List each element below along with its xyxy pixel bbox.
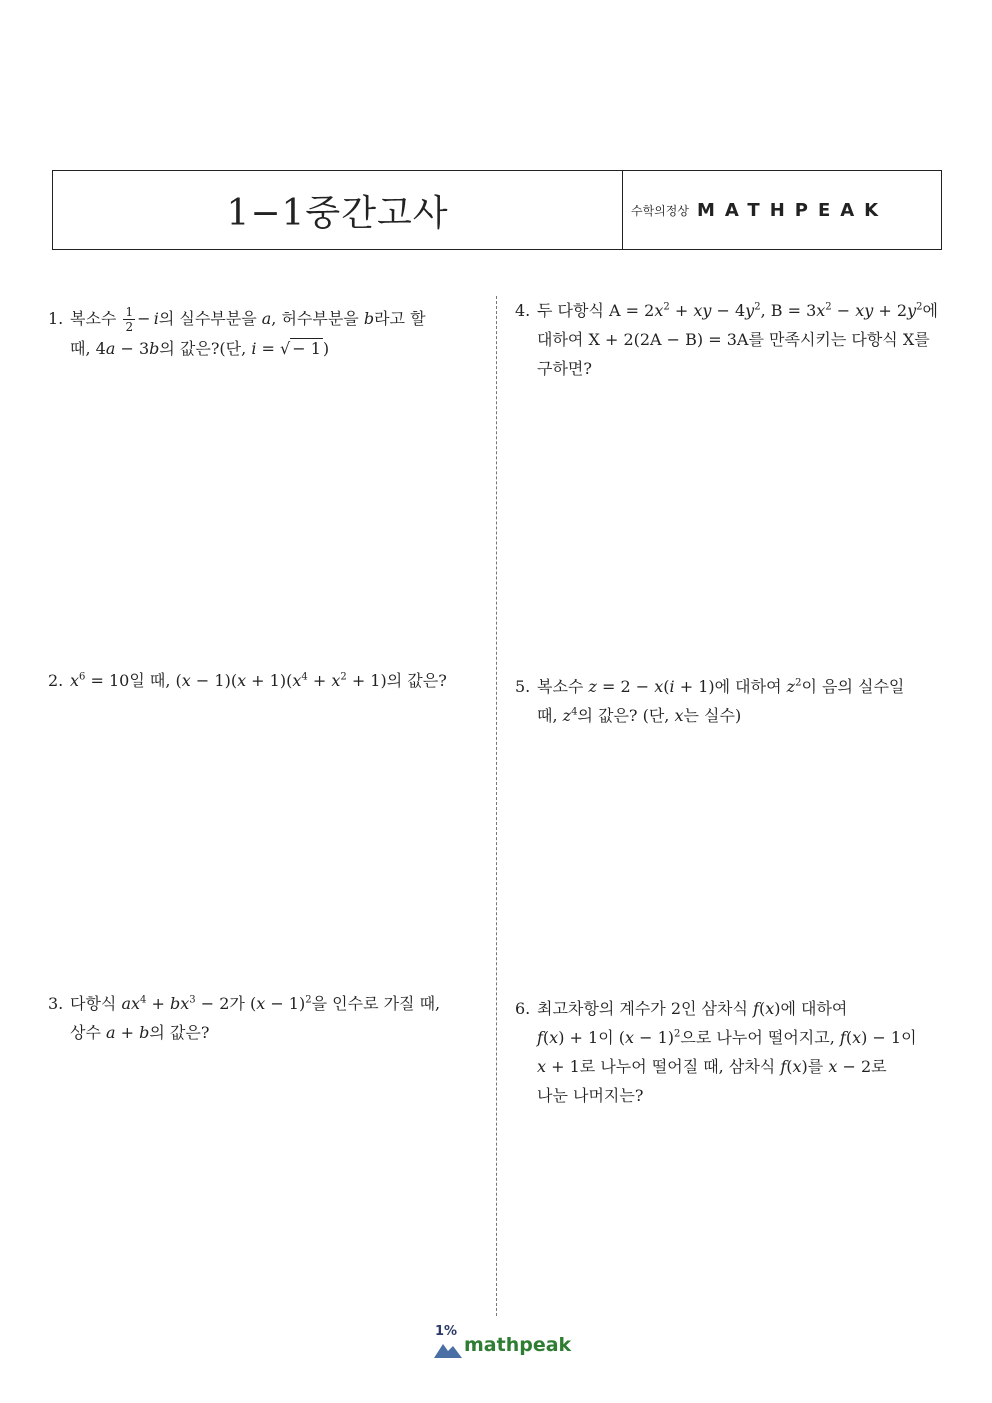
problem-text: 두 다항식 $A = 2x^2$ + xy − $4y^2$, $B = 3x^2$ − xy + $2y^2$에 대하여 X + 2(2A − B) = 3A를 만족시키는 다항식 X를 구하면?: [537, 301, 938, 378]
exam-title: 1−1중간고사: [53, 171, 623, 249]
problem-number: 3.: [48, 994, 64, 1013]
brand-area: [623, 171, 941, 249]
problem-text: $x^6 = 10$일 때, $(x - 1)(x + 1)(x^4 + x^2 + 1)$의 값은?: [70, 671, 447, 690]
problem-number: 1.: [48, 309, 64, 328]
mathpeak-logo: [432, 1324, 572, 1364]
problem-number: 6.: [515, 999, 531, 1018]
problem-text: 다항식 $ax^4 + bx^3 - 2$가 $(x - 1)^2$을 인수로 가질 때, 상수 a + b의 값은?: [70, 994, 441, 1042]
problem-1: [48, 304, 458, 363]
problem-text: 복소수 z = 2 − x(i + 1)에 대하여 $z^2$이 음의 실수일 때, $z^4$의 값은? (단, x는 실수): [537, 677, 905, 725]
fraction: $\frac{1}{2}$: [125, 305, 134, 334]
problem-text: 복소수 $\frac{1}{2}$ − i의 실수부분을 a, 허수부분을 b라고 할 때, 4a − 3b의 값은?(단, i = √ − 1 ): [70, 305, 426, 358]
logo-percent: 1%: [435, 1324, 458, 1339]
problem-4: [515, 296, 955, 383]
column-divider: [496, 296, 497, 1316]
problem-2: [48, 666, 468, 695]
problem-3: [48, 989, 468, 1047]
problem-6: [515, 994, 955, 1110]
logo-text: mathpeak: [464, 1334, 572, 1356]
problem-5: [515, 672, 945, 730]
problem-number: 4.: [515, 301, 531, 320]
problem-number: 2.: [48, 671, 64, 690]
problem-number: 5.: [515, 677, 531, 696]
brand-english: MATHPEAK: [696, 199, 889, 221]
problem-text: 최고차항의 계수가 2인 삼차식 f(x)에 대하여 f(x) + 1이 $(x - 1)^2$으로 나누어 떨어지고, f(x) − 1이 x + 1로 나누어 떨어질 때, 삼차식 f(x)를 x − 2로 나눈 나머지는?: [537, 999, 917, 1105]
exam-header: [52, 170, 942, 250]
brand-korean: 수학의정상: [631, 203, 689, 218]
mountain-icon: [434, 1340, 462, 1358]
